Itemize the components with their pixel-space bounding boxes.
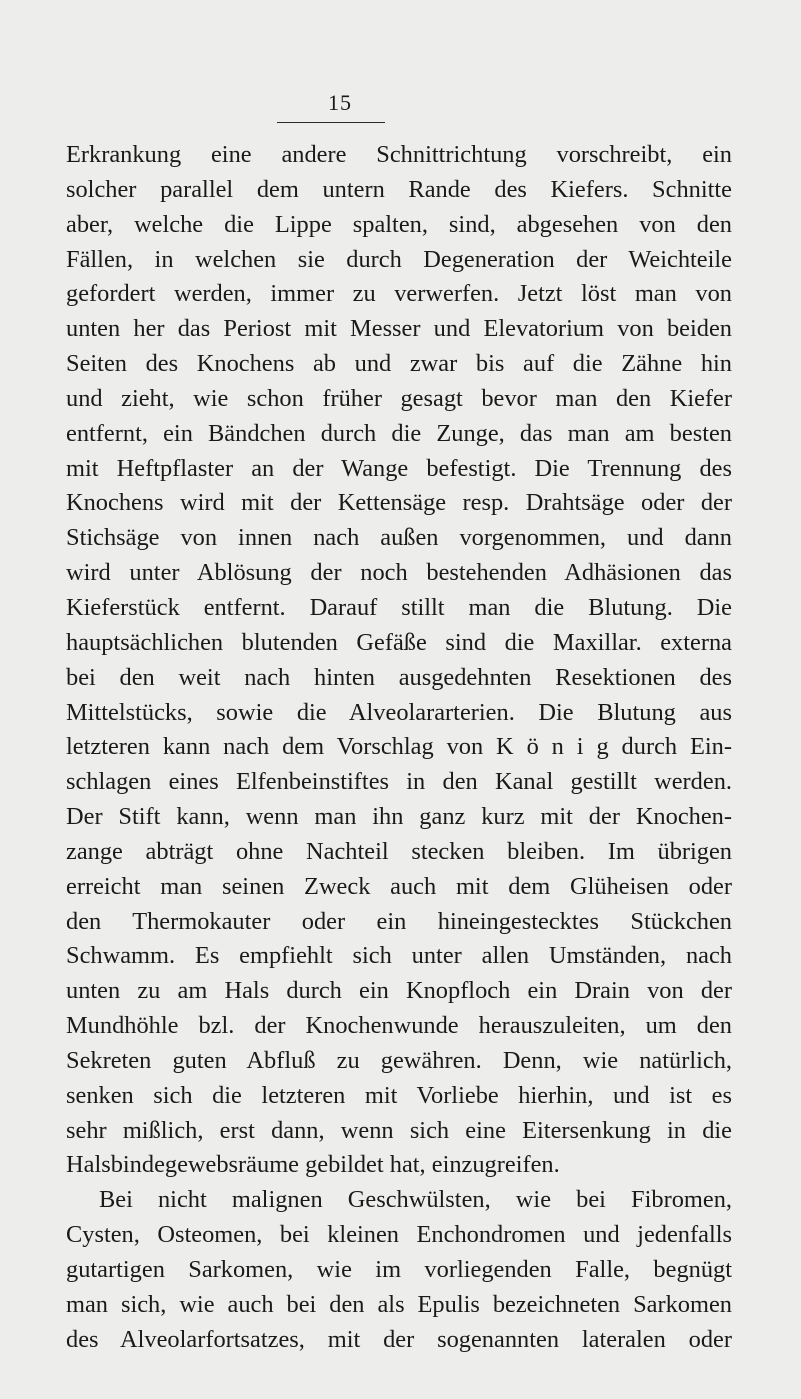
text-line: solcher parallel dem untern Rande des Kiefers. Schnitte bbox=[66, 175, 732, 203]
text-line: mit Heftpflaster an der Wange befestigt. Die Trennung des bbox=[66, 454, 732, 482]
text-line: Mittelstücks, sowie die Alveolararterien. Die Blutung aus bbox=[66, 698, 732, 726]
text-line: und zieht, wie schon früher gesagt bevor man den Kiefer bbox=[66, 384, 732, 412]
text-line: schlagen eines Elfenbeinstiftes in den Kanal gestillt werden. bbox=[66, 768, 732, 796]
text-line: unten her das Periost mit Messer und Elevatorium von beiden bbox=[66, 315, 732, 343]
text-line: aber, welche die Lippe spalten, sind, abgesehen von den bbox=[66, 210, 732, 238]
text-line: entfernt, ein Bändchen durch die Zunge, das man am besten bbox=[66, 419, 732, 447]
text-line: zange abträgt ohne Nachteil stecken bleiben. Im übrigen bbox=[66, 837, 732, 865]
text-line: Seiten des Knochens ab und zwar bis auf die Zähne hin bbox=[66, 350, 732, 378]
text-line: Schwamm. Es empfiehlt sich unter allen Umständen, nach bbox=[66, 942, 732, 970]
text-line: Stichsäge von innen nach außen vorgenommen, und dann bbox=[66, 524, 732, 552]
page-number: 15 bbox=[328, 90, 352, 115]
header-rule bbox=[277, 122, 385, 123]
text-line: letzteren kann nach dem Vorschlag von K ö n i g durch Ein- bbox=[66, 733, 732, 761]
text-line: hauptsächlichen blutenden Gefäße sind die Maxillar. externa bbox=[66, 628, 732, 656]
body-text bbox=[66, 138, 732, 1358]
text-line: Sekreten guten Abfluß zu gewähren. Denn, wie natürlich, bbox=[66, 1046, 732, 1074]
text-line: Der Stift kann, wenn man ihn ganz kurz mit der Knochen- bbox=[66, 803, 732, 831]
text-line: gefordert werden, immer zu verwerfen. Jetzt löst man von bbox=[66, 280, 732, 308]
text-line: bei den weit nach hinten ausgedehnten Resektionen des bbox=[66, 663, 732, 691]
text-line: des Alveolarfortsatzes, mit der sogenannten lateralen oder bbox=[66, 1325, 732, 1353]
text-line: wird unter Ablösung der noch bestehenden Adhäsionen das bbox=[66, 559, 732, 587]
text-line: gutartigen Sarkomen, wie im vorliegenden Falle, begnügt bbox=[66, 1256, 732, 1283]
text-line: Halsbindegewebsräume gebildet hat, einzugreifen. bbox=[66, 1151, 560, 1179]
text-line: senken sich die letzteren mit Vorliebe hierhin, und ist es bbox=[66, 1081, 732, 1109]
text-line: Erkrankung eine andere Schnittrichtung vorschreibt, ein bbox=[66, 141, 732, 168]
text-line: Mundhöhle bzl. der Knochenwunde herauszuleiten, um den bbox=[66, 1012, 732, 1040]
text-line: Bei nicht malignen Geschwülsten, wie bei Fibromen, bbox=[99, 1186, 732, 1214]
text-line: den Thermokauter oder ein hineingestecktes Stückchen bbox=[66, 907, 732, 935]
text-line: man sich, wie auch bei den als Epulis bezeichneten Sarkomen bbox=[66, 1290, 732, 1318]
text-line: sehr mißlich, erst dann, wenn sich eine Eitersenkung in die bbox=[66, 1116, 732, 1144]
text-line: Cysten, Osteomen, bei kleinen Enchondromen und jedenfalls bbox=[66, 1221, 732, 1249]
text-line: Knochens wird mit der Kettensäge resp. Drahtsäge oder der bbox=[66, 489, 732, 517]
text-line: unten zu am Hals durch ein Knopfloch ein Drain von der bbox=[66, 977, 732, 1005]
text-line: erreicht man seinen Zweck auch mit dem Glüheisen oder bbox=[66, 872, 732, 900]
text-line: Fällen, in welchen sie durch Degeneration der Weichteile bbox=[66, 245, 732, 273]
text-line: Kieferstück entfernt. Darauf stillt man die Blutung. Die bbox=[66, 593, 732, 621]
